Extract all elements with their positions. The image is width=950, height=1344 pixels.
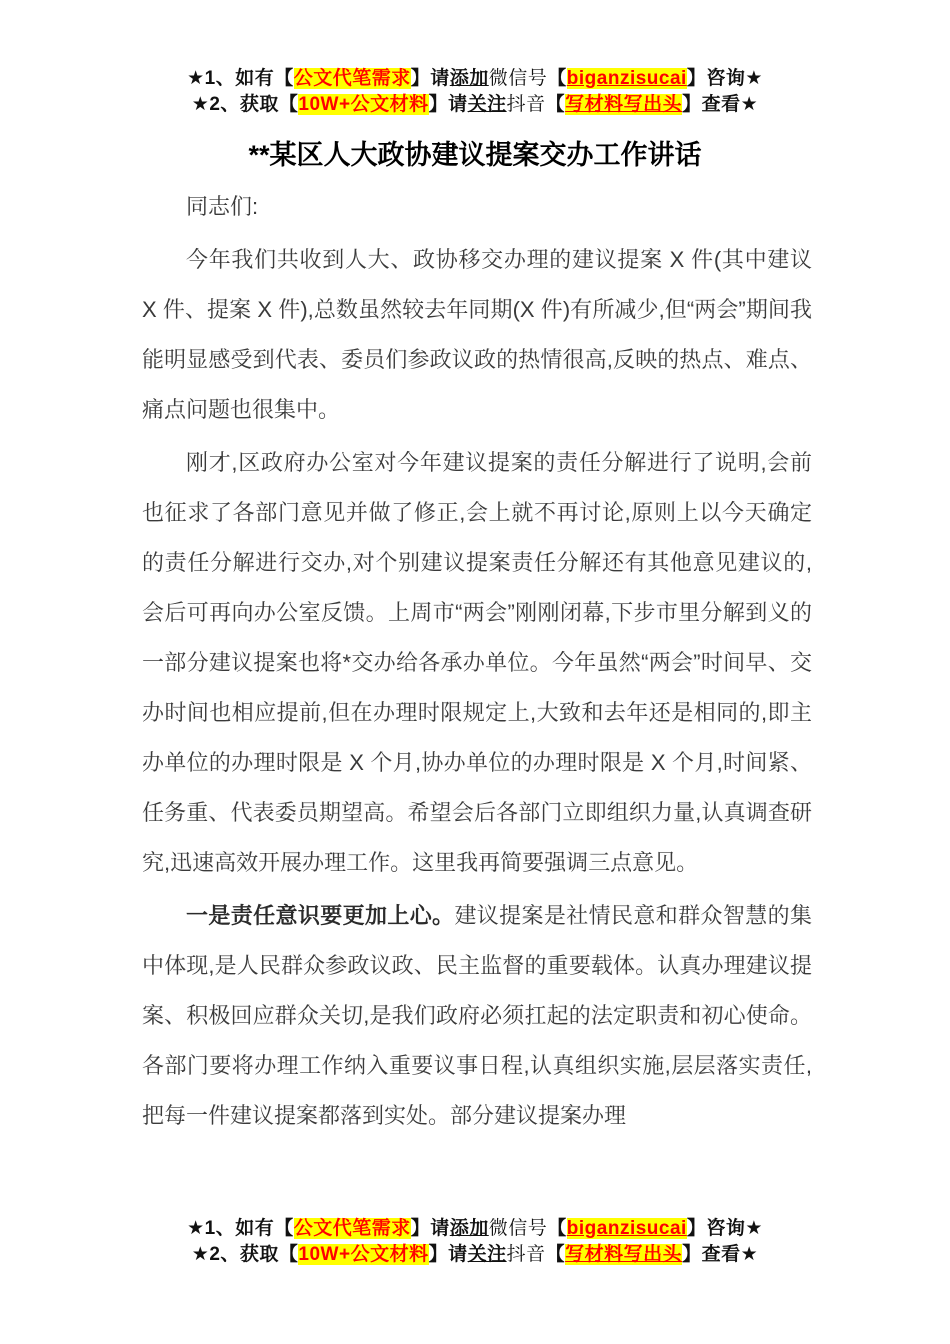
paragraph xyxy=(142,891,812,1141)
promo-text: 【 xyxy=(545,1244,566,1265)
promo-text: 抖音 xyxy=(506,94,546,115)
document-title: **某区人大政协建议提案交办工作讲话 xyxy=(248,140,702,170)
paragraph-text: 建议提案是社情民意和群众智慧的集中体现,是人民群众参政议政、民主监督的重要载体。认真办理建议提案、积极回应群众关切,是我们政府必须扛起的法定职责和初心使命。各部门要将办理工作纳入重要议事日程,认真组织实施,层层落实责任,把每一件建议提案都落到实处。部分建议提案办理 xyxy=(142,903,812,1128)
promo-text: ★1、如有【 xyxy=(187,68,294,89)
promo-highlight-service: 公文代笔需求 xyxy=(293,68,411,89)
promo-text: 抖音 xyxy=(506,1244,546,1265)
promo-highlight-douyin-id: 写材料写出头 xyxy=(565,94,683,115)
promo-highlight-wechat-id: biganzisucai xyxy=(566,1218,687,1239)
promo-text: ★2、获取【 xyxy=(191,94,299,115)
paragraph-salutation: 同志们: xyxy=(186,194,259,219)
paragraph-bold-lead: 一是责任意识要更加上心。 xyxy=(186,903,455,928)
promo-banner-top xyxy=(0,66,950,118)
promo-highlight-douyin-id: 写材料写出头 xyxy=(565,1244,683,1265)
promo-text: ★2、获取【 xyxy=(191,1244,299,1265)
promo-text: 【 xyxy=(545,94,566,115)
document-body xyxy=(142,182,812,1144)
promo-line-2 xyxy=(0,1242,950,1268)
promo-text: 微信号 xyxy=(488,1218,548,1239)
paragraph: 今年我们共收到人大、政协移交办理的建议提案 X 件(其中建议 X 件、提案 X 件),总数虽然较去年同期(X 件)有所减少,但“两会”期间我能明显感受到代表、委员们参政议政的热情很高,反映的热点、难点、痛点问题也很集中。 xyxy=(142,247,812,422)
promo-text: 】请 xyxy=(428,94,468,115)
promo-highlight-service: 公文代笔需求 xyxy=(293,1218,411,1239)
promo-text: 】查看★ xyxy=(682,1244,759,1265)
promo-text: 【 xyxy=(547,68,567,89)
promo-text: 】咨询★ xyxy=(686,68,763,89)
promo-text: 【 xyxy=(547,1218,567,1239)
promo-highlight-wechat-id: biganzisucai xyxy=(566,68,687,89)
promo-text: 】请 xyxy=(428,1244,468,1265)
promo-text: 】查看★ xyxy=(682,94,759,115)
promo-banner-bottom xyxy=(0,1216,950,1268)
promo-highlight-materials: 10W+公文材料 xyxy=(298,1244,429,1265)
promo-line-1 xyxy=(0,66,950,92)
promo-text: 微信号 xyxy=(488,68,548,89)
promo-action-follow: 关注 xyxy=(467,94,507,115)
promo-line-2 xyxy=(0,92,950,118)
promo-highlight-materials: 10W+公文材料 xyxy=(298,94,429,115)
promo-text: 】请 xyxy=(410,68,450,89)
promo-line-1 xyxy=(0,1216,950,1242)
promo-text: 】请 xyxy=(410,1218,450,1239)
paragraph: 刚才,区政府办公室对今年建议提案的责任分解进行了说明,会前也征求了各部门意见并做了修正,会上就不再讨论,原则上以今天确定的责任分解进行交办,对个别建议提案责任分解还有其他意见建议的,会后可再向办公室反馈。上周市“两会”刚刚闭幕,下步市里分解到义的一部分建议提案也将*交办给各承办单位。今年虽然“两会”时间早、交办时间也相应提前,但在办理时限规定上,大致和去年还是相同的,即主办单位的办理时限是 X 个月,协办单位的办理时限是 X 个月,时间紧、任务重、代表委员期望高。希望会后各部门立即组织力量,认真调查研究,迅速高效开展办理工作。这里我再简要强调三点意见。 xyxy=(142,450,812,875)
promo-text: 】咨询★ xyxy=(686,1218,763,1239)
promo-action-add: 添加 xyxy=(449,1218,489,1239)
promo-text: ★1、如有【 xyxy=(187,1218,294,1239)
promo-action-follow: 关注 xyxy=(467,1244,507,1265)
promo-action-add: 添加 xyxy=(449,68,489,89)
